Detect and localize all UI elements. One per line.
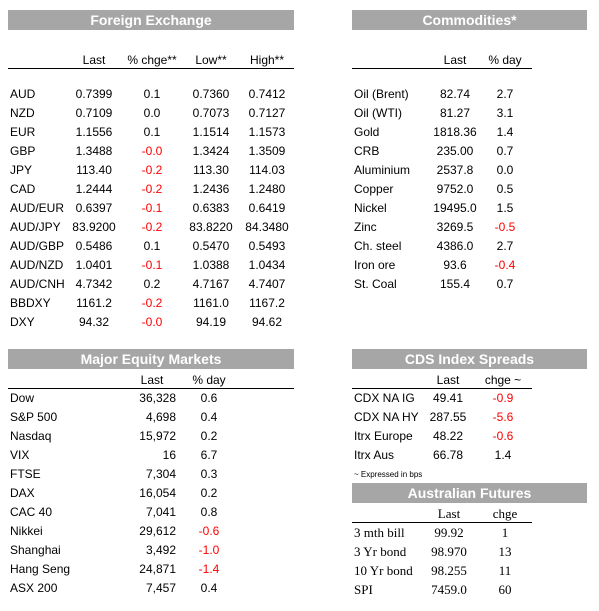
commodity-name: Oil (WTI) xyxy=(354,106,402,120)
last-value: 7,041 xyxy=(145,505,176,519)
last-value: 83.9200 xyxy=(72,220,116,234)
equity-title: Major Equity Markets xyxy=(8,349,294,369)
high-value: 84.3480 xyxy=(245,220,289,234)
low-value: 1.0388 xyxy=(192,258,230,272)
cds-index-name: CDX NA IG xyxy=(354,391,415,405)
currency-name: AUD/NZD xyxy=(10,258,64,272)
currency-name: NZD xyxy=(10,106,35,120)
table-row xyxy=(8,161,294,179)
last-value: 7,304 xyxy=(145,467,176,481)
pct-change: -0.1 xyxy=(141,201,163,215)
low-value: 4.7167 xyxy=(192,277,230,291)
high-value: 0.7127 xyxy=(248,106,286,120)
pct-change: 0.2 xyxy=(143,277,161,291)
futures-header-last: Last xyxy=(437,506,461,521)
table-row xyxy=(352,256,587,274)
high-value: 1.1573 xyxy=(248,125,286,139)
day-change: 1.5 xyxy=(496,201,514,215)
last-value: 9752.0 xyxy=(436,182,474,196)
table-row xyxy=(8,503,294,521)
low-value: 0.5470 xyxy=(192,239,230,253)
last-value: 98.255 xyxy=(431,563,467,578)
table-row xyxy=(352,237,587,255)
commodities-panel xyxy=(352,10,587,300)
table-row xyxy=(352,446,587,464)
pct-change: -0.2 xyxy=(141,182,163,196)
last-value: 19495.0 xyxy=(433,201,477,215)
commodities-header-day: % day xyxy=(488,53,522,67)
change-value: 1.4 xyxy=(494,448,512,462)
day-change: 1.4 xyxy=(496,125,514,139)
commodities-header-rule xyxy=(352,68,532,69)
table-row xyxy=(352,85,587,103)
cds-index-name: Itrx Europe xyxy=(354,429,413,443)
last-value: 287.55 xyxy=(429,410,467,424)
table-row xyxy=(8,199,294,217)
pct-change: 0.1 xyxy=(143,87,161,101)
day-change: 0.8 xyxy=(200,505,218,519)
last-value: 4.7342 xyxy=(75,277,113,291)
day-change: -0.6 xyxy=(198,524,220,538)
table-row xyxy=(352,581,587,599)
future-name: 10 Yr bond xyxy=(354,563,413,578)
currency-name: BBDXY xyxy=(10,296,51,310)
day-change: 0.7 xyxy=(496,144,514,158)
table-row xyxy=(8,446,294,464)
index-name: FTSE xyxy=(10,467,41,481)
table-row xyxy=(352,275,587,293)
change-value: 60 xyxy=(498,582,512,597)
index-name: Hang Seng xyxy=(10,562,71,576)
table-row xyxy=(8,389,294,407)
futures-title: Australian Futures xyxy=(352,483,587,503)
future-name: SPI xyxy=(354,582,373,597)
last-value: 4,698 xyxy=(145,410,176,424)
day-change: 0.6 xyxy=(200,391,218,405)
last-value: 7459.0 xyxy=(431,582,467,597)
last-value: 155.4 xyxy=(439,277,471,291)
change-value: 13 xyxy=(498,544,512,559)
index-name: Dow xyxy=(10,391,35,405)
last-value: 0.7399 xyxy=(75,87,113,101)
fx-header-chge: % chge** xyxy=(127,53,177,67)
pct-change: -0.0 xyxy=(141,144,163,158)
high-value: 1.3509 xyxy=(248,144,286,158)
currency-name: GBP xyxy=(10,144,36,158)
last-value: 49.41 xyxy=(432,391,464,405)
low-value: 83.8220 xyxy=(189,220,233,234)
commodity-name: CRB xyxy=(354,144,380,158)
table-row xyxy=(8,256,294,274)
last-value: 1.0401 xyxy=(75,258,113,272)
last-value: 16,054 xyxy=(139,486,176,500)
cds-header-last: Last xyxy=(436,373,460,387)
commodity-name: Iron ore xyxy=(354,258,396,272)
table-row xyxy=(8,560,294,578)
high-value: 1.2480 xyxy=(248,182,286,196)
currency-name: AUD xyxy=(10,87,36,101)
table-row xyxy=(352,142,587,160)
table-row xyxy=(8,104,294,122)
table-row xyxy=(352,389,587,407)
index-name: CAC 40 xyxy=(10,505,53,519)
change-value: -5.6 xyxy=(492,410,514,424)
last-value: 0.5486 xyxy=(75,239,113,253)
last-value: 93.6 xyxy=(443,258,467,272)
low-value: 1.3424 xyxy=(192,144,230,158)
table-row xyxy=(8,294,294,312)
commodity-name: Aluminium xyxy=(354,163,411,177)
cds-index-name: Itrx Aus xyxy=(354,448,395,462)
last-value: 0.6397 xyxy=(75,201,113,215)
pct-change: -0.1 xyxy=(141,258,163,272)
low-value: 113.30 xyxy=(193,163,229,177)
day-change: 0.2 xyxy=(200,486,218,500)
table-row xyxy=(8,85,294,103)
commodity-name: Oil (Brent) xyxy=(354,87,409,101)
table-row xyxy=(8,427,294,445)
last-value: 2537.8 xyxy=(436,163,474,177)
change-value: -0.6 xyxy=(492,429,514,443)
commodity-name: Zinc xyxy=(354,220,377,234)
last-value: 1161.2 xyxy=(76,296,112,310)
table-row xyxy=(352,218,587,236)
table-row xyxy=(8,123,294,141)
low-value: 1.1514 xyxy=(192,125,230,139)
fx-header-low: Low** xyxy=(195,53,227,67)
day-change: -1.0 xyxy=(198,543,220,557)
cds-panel xyxy=(352,349,587,479)
low-value: 94.19 xyxy=(195,315,227,329)
high-value: 0.6419 xyxy=(248,201,286,215)
high-value: 4.7407 xyxy=(248,277,286,291)
day-change: -0.4 xyxy=(494,258,516,272)
equity-header-day: % day xyxy=(192,373,226,387)
low-value: 1.2436 xyxy=(192,182,230,196)
last-value: 48.22 xyxy=(432,429,464,443)
high-value: 94.62 xyxy=(251,315,283,329)
day-change: 0.4 xyxy=(200,410,218,424)
last-value: 36,328 xyxy=(139,391,176,405)
last-value: 235.00 xyxy=(436,144,474,158)
pct-change: -0.2 xyxy=(141,163,163,177)
change-value: -0.9 xyxy=(492,391,514,405)
currency-name: DXY xyxy=(10,315,35,329)
last-value: 29,612 xyxy=(139,524,176,538)
commodities-title: Commodities* xyxy=(352,10,587,30)
index-name: ASX 200 xyxy=(10,581,58,595)
commodity-name: Copper xyxy=(354,182,394,196)
day-change: 0.3 xyxy=(200,467,218,481)
fx-header-last: Last xyxy=(82,53,106,67)
pct-change: -0.0 xyxy=(141,315,163,329)
futures-header-rule xyxy=(352,522,532,523)
pct-change: 0.0 xyxy=(143,106,161,120)
index-name: DAX xyxy=(10,486,35,500)
table-row xyxy=(352,427,587,445)
currency-name: AUD/JPY xyxy=(10,220,61,234)
table-row xyxy=(8,465,294,483)
commodity-name: Gold xyxy=(354,125,380,139)
fx-header-rule xyxy=(8,68,294,69)
currency-name: AUD/EUR xyxy=(10,201,65,215)
last-value: 0.7109 xyxy=(75,106,113,120)
last-value: 1818.36 xyxy=(433,125,477,139)
last-value: 94.32 xyxy=(78,315,110,329)
table-row xyxy=(8,180,294,198)
day-change: 0.4 xyxy=(200,581,218,595)
commodity-name: Ch. steel xyxy=(354,239,402,253)
table-row xyxy=(352,199,587,217)
currency-name: AUD/CNH xyxy=(10,277,65,291)
currency-name: EUR xyxy=(10,125,36,139)
index-name: VIX xyxy=(10,448,30,462)
table-row xyxy=(352,524,587,542)
commodities-header-last: Last xyxy=(443,53,467,67)
table-row xyxy=(8,142,294,160)
table-row xyxy=(8,484,294,502)
low-value: 0.7360 xyxy=(192,87,230,101)
last-value: 1.1556 xyxy=(75,125,113,139)
cds-title: CDS Index Spreads xyxy=(352,349,587,369)
cds-index-name: CDX NA HY xyxy=(354,410,419,424)
last-value: 3,492 xyxy=(145,543,176,557)
commodity-name: Nickel xyxy=(354,201,387,215)
last-value: 24,871 xyxy=(139,562,176,576)
last-value: 1.3488 xyxy=(75,144,113,158)
high-value: 114.03 xyxy=(249,163,285,177)
high-value: 1.0434 xyxy=(248,258,286,272)
last-value: 113.40 xyxy=(76,163,112,177)
day-change: 0.5 xyxy=(496,182,514,196)
low-value: 0.6383 xyxy=(192,201,230,215)
change-value: 1 xyxy=(501,525,509,540)
day-change: 0.2 xyxy=(200,429,218,443)
index-name: Nikkei xyxy=(10,524,43,538)
table-row xyxy=(8,237,294,255)
last-value: 81.27 xyxy=(439,106,471,120)
last-value: 1.2444 xyxy=(75,182,113,196)
pct-change: 0.1 xyxy=(143,125,161,139)
table-row xyxy=(352,543,587,561)
table-row xyxy=(8,541,294,559)
table-row xyxy=(8,522,294,540)
last-value: 66.78 xyxy=(432,448,464,462)
day-change: -0.5 xyxy=(494,220,516,234)
currency-name: AUD/GBP xyxy=(10,239,65,253)
last-value: 16 xyxy=(162,448,176,462)
high-value: 1167.2 xyxy=(249,296,285,310)
table-row xyxy=(352,180,587,198)
table-row xyxy=(352,123,587,141)
last-value: 3269.5 xyxy=(436,220,474,234)
low-value: 1161.0 xyxy=(193,296,229,310)
table-row xyxy=(8,408,294,426)
commodity-name: St. Coal xyxy=(354,277,397,291)
day-change: -1.4 xyxy=(198,562,220,576)
last-value: 7,457 xyxy=(145,581,176,595)
futures-panel xyxy=(352,483,587,603)
last-value: 82.74 xyxy=(439,87,471,101)
equity-panel xyxy=(8,349,294,611)
fx-title: Foreign Exchange xyxy=(8,10,294,30)
future-name: 3 Yr bond xyxy=(354,544,407,559)
table-row xyxy=(8,313,294,331)
day-change: 0.7 xyxy=(496,277,514,291)
table-row xyxy=(8,218,294,236)
futures-header-chge: chge xyxy=(492,506,518,521)
table-row xyxy=(352,408,587,426)
table-row xyxy=(8,275,294,293)
day-change: 2.7 xyxy=(496,239,514,253)
last-value: 15,972 xyxy=(139,429,176,443)
currency-name: JPY xyxy=(10,163,33,177)
index-name: S&P 500 xyxy=(10,410,58,424)
day-change: 0.0 xyxy=(496,163,514,177)
index-name: Nasdaq xyxy=(10,429,52,443)
currency-name: CAD xyxy=(10,182,36,196)
equity-header-last: Last xyxy=(140,373,164,387)
day-change: 3.1 xyxy=(496,106,514,120)
cds-header-chge: chge ~ xyxy=(484,373,522,387)
index-name: Shanghai xyxy=(10,543,61,557)
fx-header-high: High** xyxy=(249,53,285,67)
table-row xyxy=(352,161,587,179)
day-change: 2.7 xyxy=(496,87,514,101)
last-value: 99.92 xyxy=(434,525,464,540)
last-value: 98.970 xyxy=(431,544,467,559)
fx-panel xyxy=(8,10,294,340)
change-value: 11 xyxy=(498,563,512,578)
low-value: 0.7073 xyxy=(192,106,230,120)
high-value: 0.7412 xyxy=(248,87,286,101)
table-row xyxy=(352,104,587,122)
cds-note: ~ Expressed in bps xyxy=(354,470,423,479)
table-row xyxy=(8,579,294,597)
pct-change: -0.2 xyxy=(141,296,163,310)
future-name: 3 mth bill xyxy=(354,525,405,540)
pct-change: -0.2 xyxy=(141,220,163,234)
last-value: 4386.0 xyxy=(436,239,474,253)
pct-change: 0.1 xyxy=(143,239,161,253)
table-row xyxy=(352,562,587,580)
day-change: 6.7 xyxy=(200,448,218,462)
high-value: 0.5493 xyxy=(248,239,286,253)
